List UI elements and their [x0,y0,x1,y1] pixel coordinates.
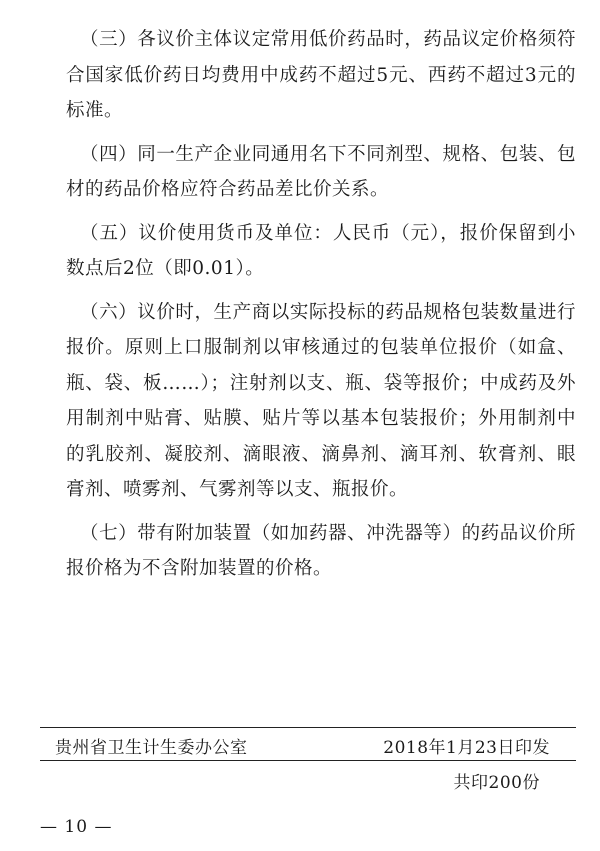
paragraph-7: （七）带有附加装置（如加药器、冲洗器等）的药品议价所报价格为不含附加装置的价格。 [66,522,576,579]
paragraph-5: （五）议价使用货币及单位：人民币（元），报价保留到小数点后2位（即0.01）。 [66,222,576,279]
footer-top-rule [40,727,576,728]
paragraph-6: （六）议价时，生产商以实际投标的药品规格包装数量进行报价。原则上口服制剂以审核通过的包装单位报价（如盒、瓶、袋、板……）；注射剂以支、瓶、袋等报价；中成药及外用制剂中贴膏、贴膜、贴片等以基本包装报价；外用制剂中的乳胶剂、凝胶剂、滴眼液、滴鼻剂、滴耳剂、软膏剂、眼膏剂、喷雾剂、气雾剂等以支、瓶报价。 [66,301,576,500]
issuer-name: 贵州省卫生计生委办公室 [55,738,248,758]
body-text [66,22,576,595]
footer-bottom-rule [40,760,576,761]
paragraph-3: （三）各议价主体议定常用低价药品时，药品议定价格须符合国家低价药日均费用中成药不超过5元、西药不超过3元的标准。 [66,29,576,121]
issue-date: 2018年1月23日印发 [383,738,550,758]
page-number: — 10 — [40,817,113,837]
print-copies: 共印200份 [453,773,540,793]
paragraph-4: （四）同一生产企业同通用名下不同剂型、规格、包装、包材的药品价格应符合药品差比价关系。 [66,143,576,200]
